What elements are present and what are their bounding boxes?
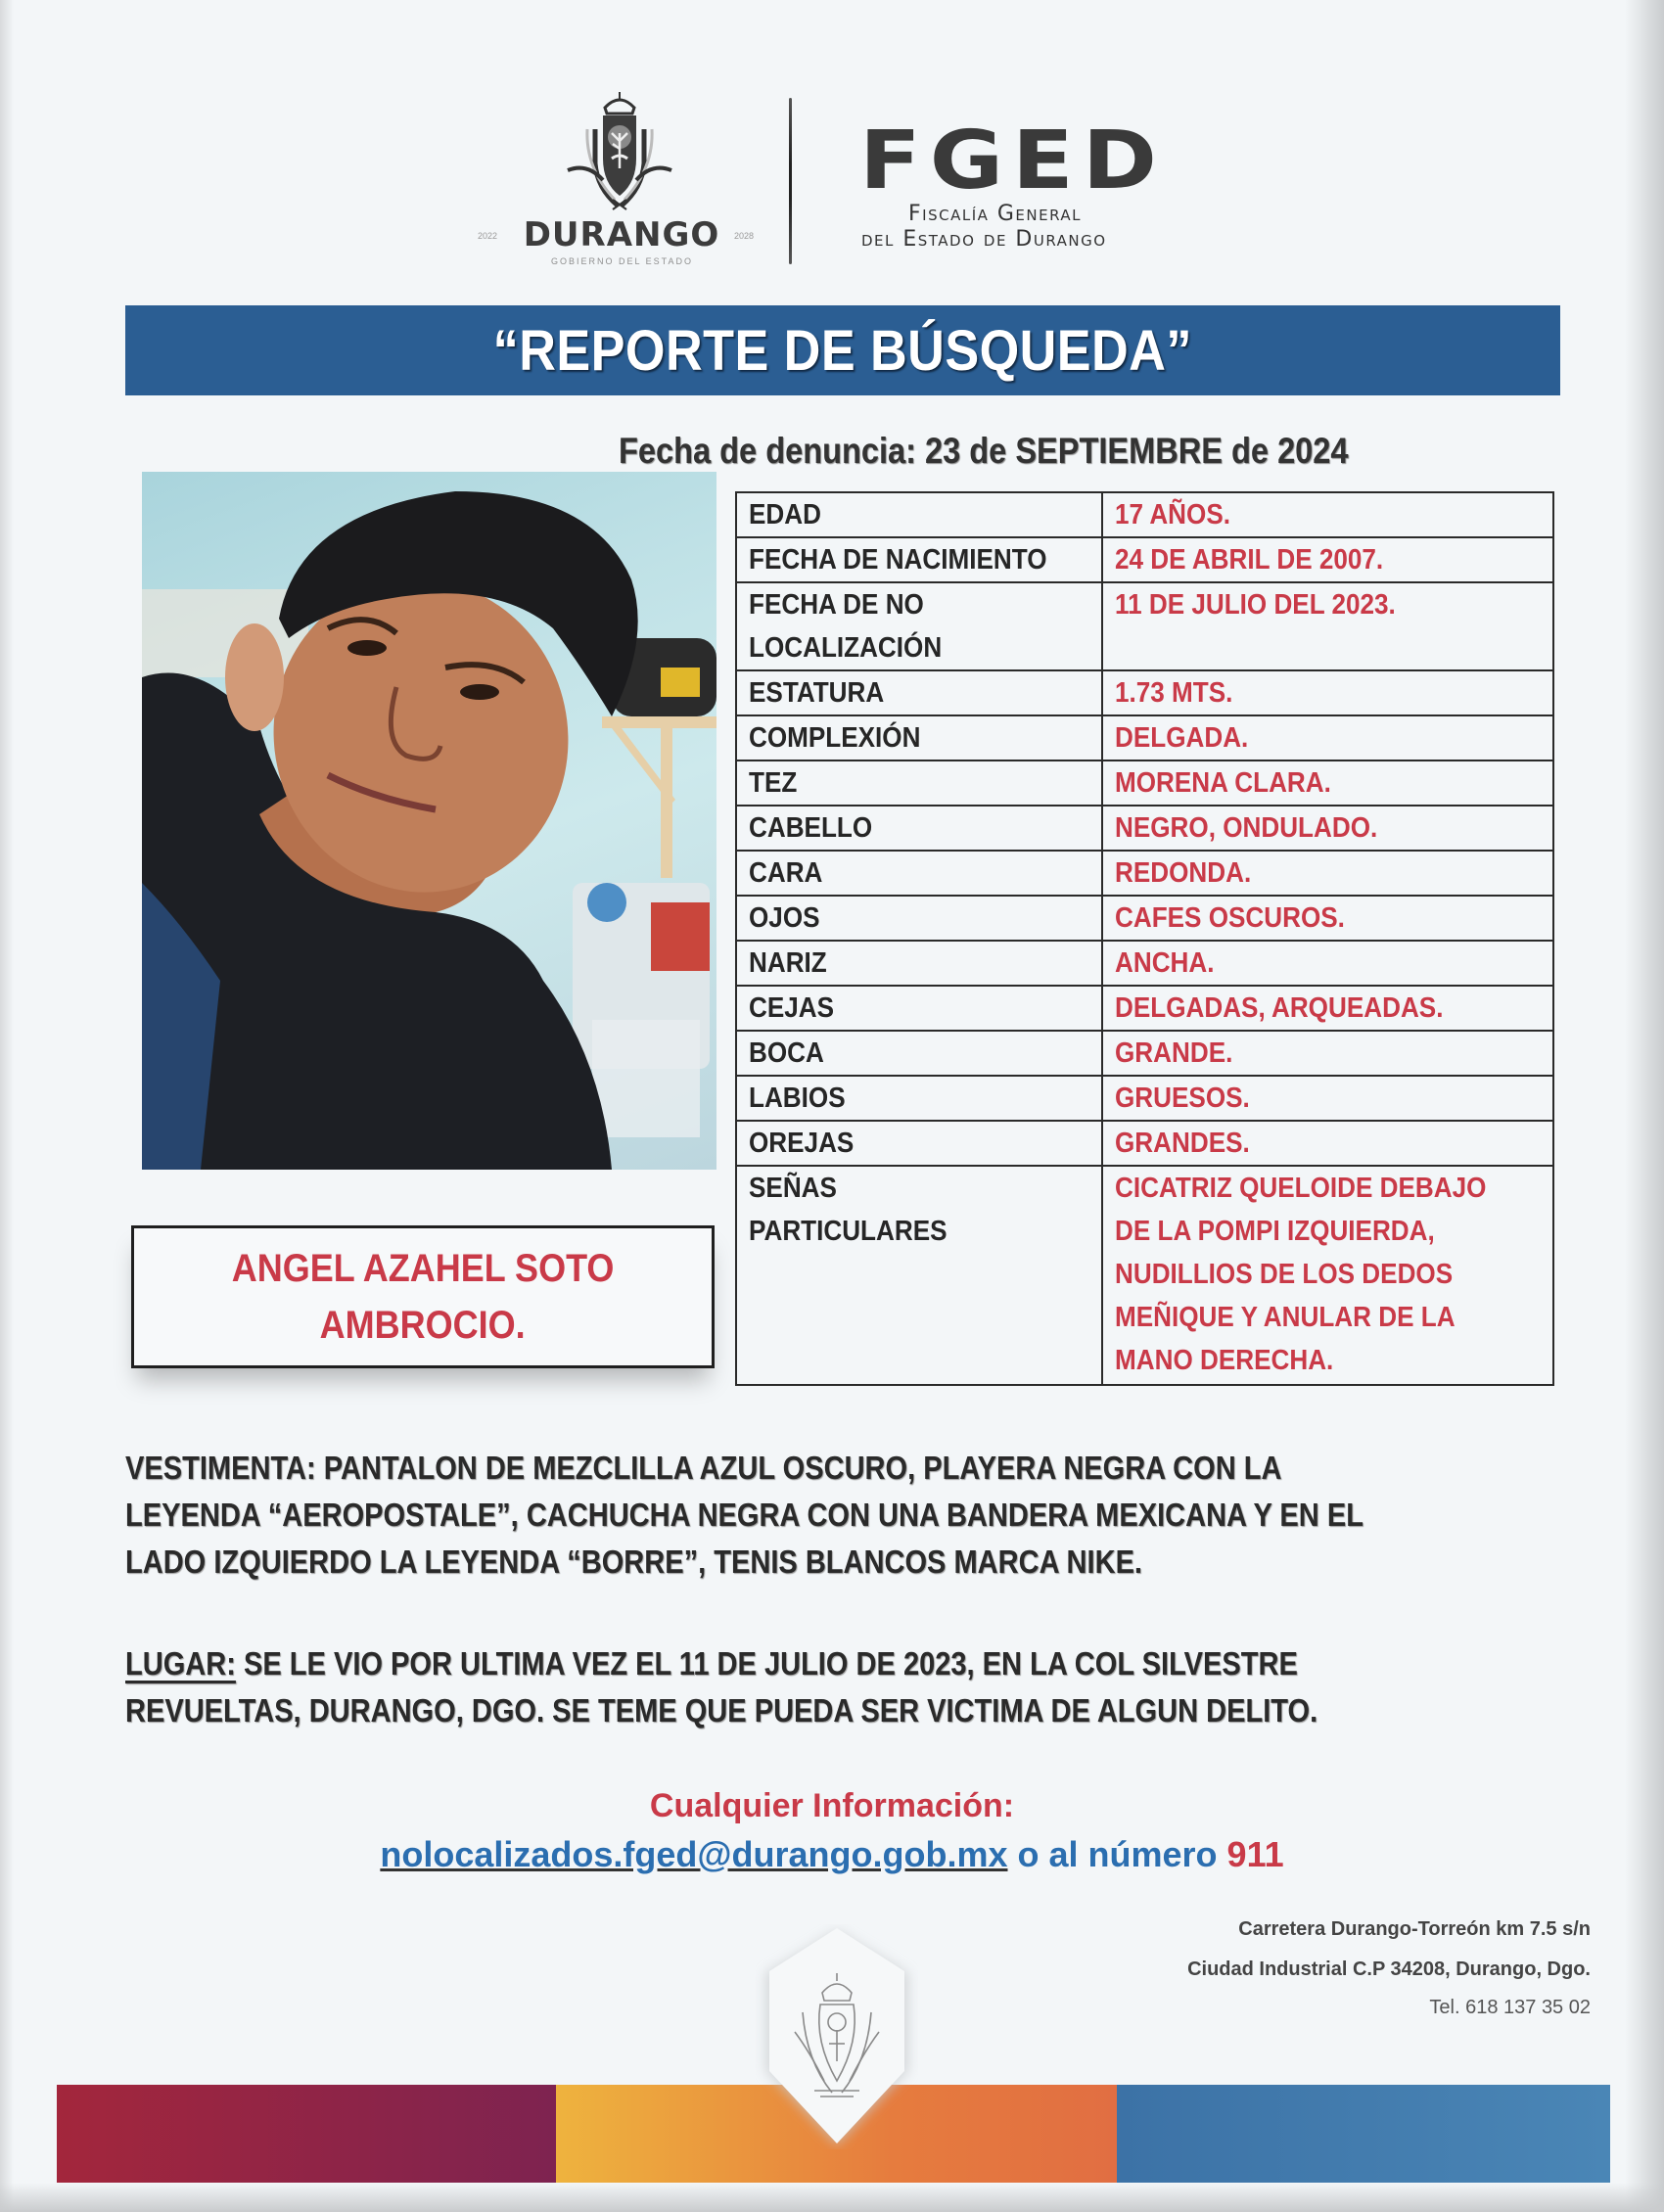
term-end-year: 2028 [734, 231, 755, 241]
row-value: 24 DE ABRIL DE 2007. [1115, 544, 1384, 576]
location-label: LUGAR: [125, 1645, 236, 1682]
row-value: NEGRO, ONDULADO. [1115, 812, 1378, 844]
table-row [736, 896, 1553, 941]
row-label: CABELLO [749, 812, 873, 844]
row-label: BOCA [749, 1037, 824, 1069]
report-date: Fecha de denuncia: 23 de SEPTIEMBRE de 2024 [619, 431, 1349, 471]
table-row [736, 851, 1553, 896]
row-value: GRUESOS. [1115, 1083, 1250, 1114]
agency-name-line2: del Estado de Durango [861, 227, 1107, 252]
person-portrait-icon [142, 472, 716, 1170]
clothing-line: VESTIMENTA: PANTALON DE MEZCLILLA AZUL OSCURO, PLAYERA NEGRA CON LA [125, 1450, 1282, 1486]
missing-person-photo [142, 472, 716, 1170]
row-value: MANO DERECHA. [1115, 1345, 1334, 1376]
row-value: GRANDES. [1115, 1128, 1250, 1159]
fged-acronym: FGED [859, 115, 1166, 207]
row-label: LABIOS [749, 1083, 846, 1114]
row-label: FECHA DE NACIMIENTO [749, 544, 1047, 576]
person-name-line1: ANGEL AZAHEL SOTO [231, 1247, 615, 1290]
table-row [736, 760, 1553, 806]
row-value: 17 AÑOS. [1115, 499, 1230, 530]
person-name-box [131, 1225, 715, 1368]
table-row [736, 670, 1553, 715]
contact-connector: o al número [1007, 1834, 1227, 1874]
person-name-line2: AMBROCIO. [319, 1304, 526, 1347]
clothing-description [125, 1445, 1554, 1586]
location-text: SE LE VIO POR ULTIMA VEZ EL 11 DE JULIO DE 2023, EN LA COL SILVESTRE [235, 1645, 1298, 1682]
address-line1: Carretera Durango-Torreón km 7.5 s/n [1238, 1918, 1591, 1940]
report-title-banner [125, 305, 1560, 395]
table-row [736, 537, 1553, 582]
clothing-line: LEYENDA “AEROPOSTALE”, CACHUCHA NEGRA CON UNA BANDERA MEXICANA Y EN EL [125, 1497, 1364, 1533]
row-value: DELGADAS, ARQUEADAS. [1115, 992, 1444, 1024]
row-label: EDAD [749, 499, 821, 530]
agency-name-line1: Fiscalía General [908, 202, 1083, 226]
row-value: MORENA CLARA. [1115, 767, 1331, 799]
address-phone: Tel. 618 137 35 02 [1429, 1997, 1591, 2018]
scan-edge-shadow [1625, 0, 1664, 2212]
durango-coat-of-arms-icon [566, 90, 673, 212]
table-row [736, 941, 1553, 986]
row-value: MEÑIQUE Y ANULAR DE LA [1115, 1302, 1456, 1333]
row-label: TEZ [749, 767, 798, 799]
table-row [736, 492, 1553, 537]
table-row [736, 1031, 1553, 1076]
address-line2: Ciudad Industrial C.P 34208, Durango, Dgo. [1187, 1959, 1591, 1980]
durango-government-logo [478, 90, 762, 266]
row-value: GRANDE. [1115, 1037, 1233, 1069]
row-label: CEJAS [749, 992, 835, 1024]
row-value: ANCHA. [1115, 947, 1215, 979]
row-label: NARIZ [749, 947, 827, 979]
row-value: 1.73 MTS. [1115, 677, 1233, 709]
physical-description-table [735, 491, 1554, 1386]
row-label: PARTICULARES [749, 1216, 948, 1247]
scan-edge-shadow [0, 0, 14, 2212]
table-row [736, 582, 1553, 670]
table-row [736, 715, 1553, 760]
term-start-year: 2022 [478, 231, 498, 241]
table-row [736, 986, 1553, 1031]
contact-line [0, 1834, 1664, 1875]
durango-shield-emblem-icon [756, 1924, 918, 2149]
row-label: COMPLEXIÓN [749, 722, 921, 754]
table-row [736, 1121, 1553, 1166]
location-text: REVUELTAS, DURANGO, DGO. SE TEME QUE PUEDA SER VICTIMA DE ALGUN DELITO. [125, 1692, 1318, 1728]
table-row [736, 806, 1553, 851]
table-row [736, 1166, 1553, 1385]
emergency-number: 911 [1226, 1834, 1284, 1874]
row-value: 11 DE JULIO DEL 2023. [1115, 589, 1396, 621]
last-seen-location [125, 1640, 1554, 1734]
row-value: DELGADA. [1115, 722, 1249, 754]
row-label: ESTATURA [749, 677, 885, 709]
contact-title: Cualquier Información: [649, 1787, 1015, 1824]
contact-email-link[interactable]: nolocalizados.fged@durango.gob.mx [380, 1834, 1008, 1874]
government-subtitle: GOBIERNO DEL ESTADO [550, 256, 694, 266]
durango-wordmark: DURANGO [523, 215, 720, 254]
row-label: CARA [749, 857, 823, 889]
row-value: NUDILLIOS DE LOS DEDOS [1115, 1259, 1454, 1290]
row-label: LOCALIZACIÓN [749, 632, 943, 664]
row-label: FECHA DE NO [749, 589, 924, 621]
row-value: CICATRIZ QUELOIDE DEBAJO [1115, 1173, 1487, 1204]
row-label: OREJAS [749, 1128, 855, 1159]
row-label: OJOS [749, 902, 820, 934]
table-row [736, 1076, 1553, 1121]
header-divider [789, 98, 792, 264]
row-value: CAFES OSCUROS. [1115, 902, 1345, 934]
footer-band-red [57, 2085, 556, 2183]
footer-band-blue [1117, 2085, 1610, 2183]
row-value: REDONDA. [1115, 857, 1252, 889]
scan-edge-shadow [0, 2183, 1664, 2212]
row-label: SEÑAS [749, 1173, 837, 1204]
row-value: DE LA POMPI IZQUIERDA, [1115, 1216, 1435, 1247]
clothing-line: LADO IZQUIERDO LA LEYENDA “BORRE”, TENIS BLANCOS MARCA NIKE. [125, 1544, 1143, 1580]
report-title: “REPORTE DE BÚSQUEDA” [492, 318, 1193, 383]
